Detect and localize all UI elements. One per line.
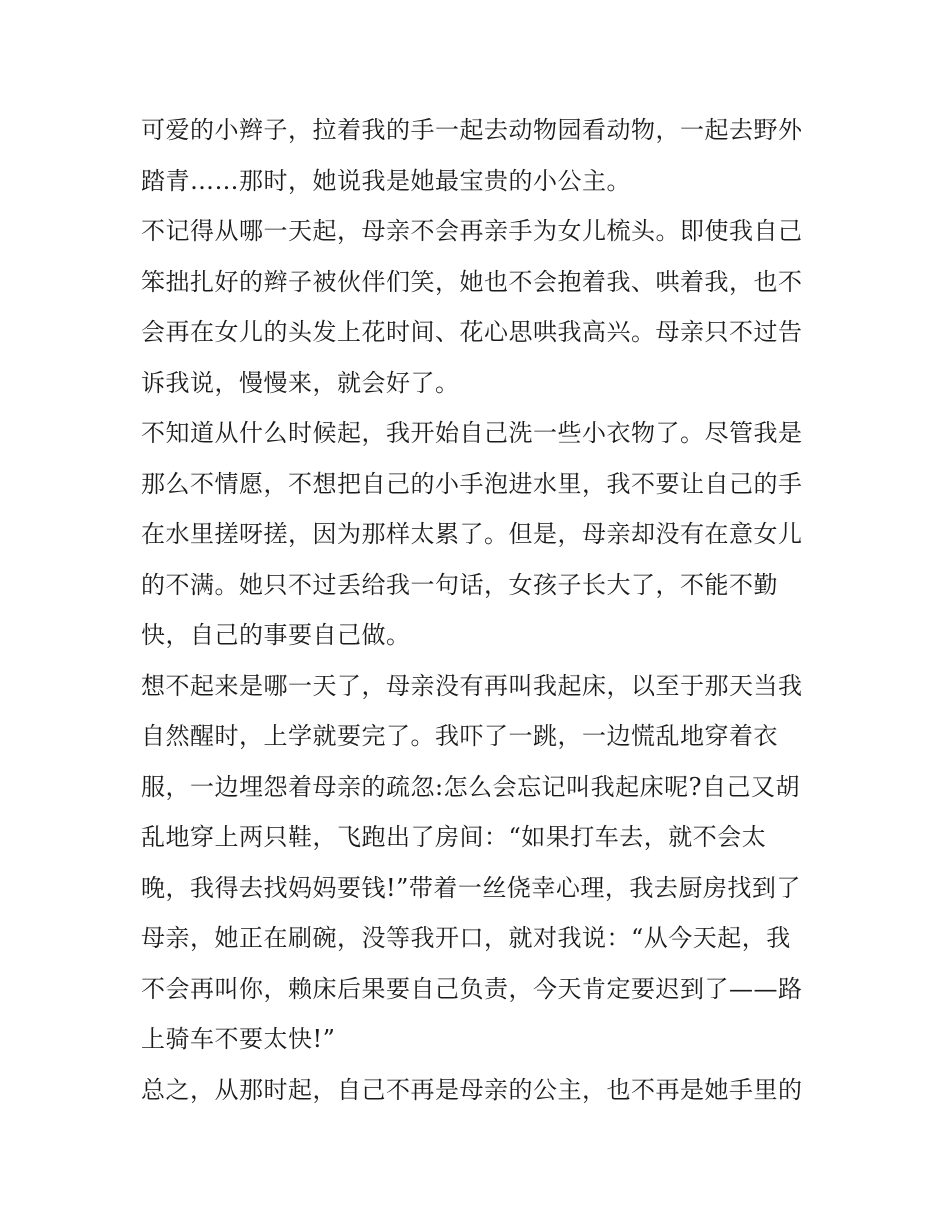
- text-line: 晚，我得去找妈妈要钱!”带着一丝侥幸心理，我去厨房找到了: [141, 874, 801, 902]
- text-line: 笨拙扎好的辫子被伙伴们笑，她也不会抱着我、哄着我，也不: [141, 268, 803, 296]
- text-line: 母亲，她正在刷碗，没等我开口，就对我说：“从今天起，我: [141, 924, 791, 952]
- text-line: 诉我说，慢慢来，就会好了。: [141, 369, 460, 397]
- text-line: 快，自己的事要自己做。: [141, 621, 411, 649]
- text-line: 想不起来是哪一天了，母亲没有再叫我起床，以至于那天当我: [141, 672, 803, 700]
- text-line: 的不满。她只不过丢给我一句话，女孩子长大了，不能不勤: [141, 571, 778, 599]
- text-line: 会再在女儿的头发上花时间、花心思哄我高兴。母亲只不过告: [141, 318, 803, 346]
- text-line: 在水里搓呀搓，因为那样太累了。但是，母亲却没有在意女儿: [141, 520, 803, 548]
- text-line: 乱地穿上两只鞋，飞跑出了房间：“如果打车去，就不会太: [141, 823, 767, 851]
- text-line: 不知道从什么时候起，我开始自己洗一些小衣物了。尽管我是: [141, 419, 803, 447]
- text-line: 服，一边埋怨着母亲的疏忽:怎么会忘记叫我起床呢?自己又胡: [141, 773, 800, 801]
- text-line: 总之，从那时起，自己不再是母亲的公主，也不再是她手里的: [141, 1076, 803, 1104]
- text-line: 不会再叫你，赖床后果要自己负责，今天肯定要迟到了——路: [141, 975, 803, 1003]
- text-line: 不记得从哪一天起，母亲不会再亲手为女儿梳头。即使我自己: [141, 217, 803, 245]
- text-line: 上骑车不要太快!”: [141, 1025, 336, 1053]
- text-line: 那么不情愿，不想把自己的小手泡进水里，我不要让自己的手: [141, 470, 803, 498]
- text-line: 自然醒时，上学就要完了。我吓了一跳，一边慌乱地穿着衣: [141, 722, 778, 750]
- text-line: 踏青……那时，她说我是她最宝贵的小公主。: [141, 167, 631, 195]
- text-line: 可爱的小辫子，拉着我的手一起去动物园看动物，一起去野外: [141, 116, 803, 144]
